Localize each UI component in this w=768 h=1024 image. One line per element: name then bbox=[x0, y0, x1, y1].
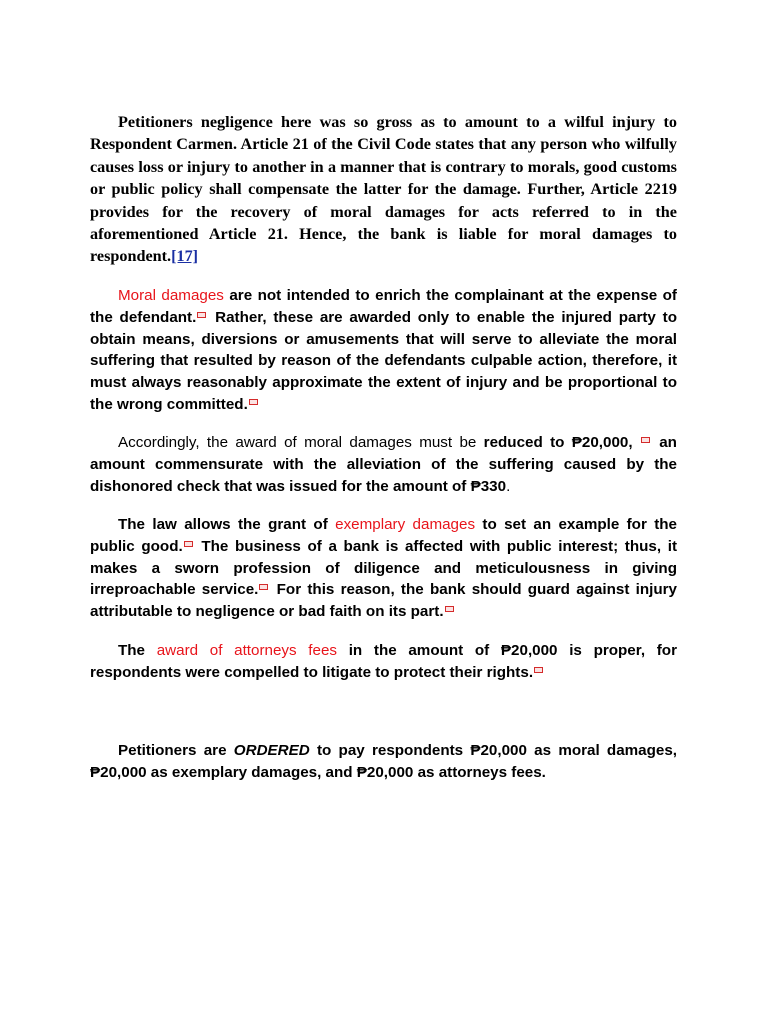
paragraph-text: Petitioners negligence here was so gross as to amount to a wilful injury to Respondent Carmen. Article 21 of the Civil Code states that any person who wilfully causes loss or injury to another in a manner that is contrary to morals, good customs or public policy shall compensate the latter for the damage. Further, Article 2219 provides for the recovery of moral damages for acts referred to in the aforementioned Article 21. Hence, the bank is liable for moral damages to respondent. bbox=[90, 113, 677, 266]
paragraph-text: . bbox=[506, 477, 511, 495]
paragraph-order bbox=[90, 740, 677, 784]
paragraph-text: The business of a bank is affected with public interest; thus, it makes a sworn profession of diligence and meticulousness in giving irreproachable service. bbox=[90, 537, 678, 599]
paragraph-text: Accordingly, the award of moral damages must be bbox=[118, 434, 484, 451]
paragraph-text: The bbox=[118, 642, 157, 659]
highlight-term: award of attorneys fees bbox=[156, 642, 337, 659]
footnote-marker-icon[interactable] bbox=[249, 399, 258, 405]
footnote-marker-icon[interactable] bbox=[534, 667, 543, 673]
footnote-link[interactable]: [17] bbox=[171, 247, 199, 266]
footnote-marker-icon[interactable] bbox=[641, 437, 650, 443]
paragraph-exemplary-damages bbox=[90, 514, 677, 623]
italic-term: ORDERED bbox=[233, 742, 310, 759]
bold-phrase: reduced to ₱20,000, bbox=[483, 434, 633, 451]
paragraph-reduced-award bbox=[90, 432, 677, 497]
paragraph-text: Rather, these are awarded only to enable the injured party to obtain means, diversions or amusements that will serve to alleviate the moral suffering that resulted by reason of the defendants culpable action, therefore, it must always reasonably approximate the extent of injury and be proportional to the wrong committed. bbox=[90, 308, 677, 413]
footnote-marker-icon[interactable] bbox=[445, 606, 454, 612]
paragraph-text: to set an example for the public good. bbox=[90, 516, 678, 555]
paragraph-text: to pay respondents ₱20,000 as moral damages, ₱20,000 as exemplary damages, and ₱20,000 as attorneys fees. bbox=[90, 742, 677, 781]
footnote-marker-icon[interactable] bbox=[197, 312, 206, 318]
paragraph-attorneys-fees bbox=[90, 640, 677, 684]
paragraph-moral-damages bbox=[90, 285, 677, 416]
paragraph-text: The law allows the grant of bbox=[118, 516, 336, 533]
paragraph-text: an amount commensurate with the alleviation of the suffering caused by the dishonored check that was issued for the amount of ₱330 bbox=[90, 434, 677, 495]
paragraph-text: are not intended to enrich the complainant at the expense of the defendant. bbox=[90, 287, 677, 326]
highlight-term: Moral damages bbox=[118, 287, 224, 304]
paragraph-text: Petitioners are bbox=[118, 742, 234, 759]
highlight-term: exemplary damages bbox=[335, 516, 476, 533]
paragraph-text: For this reason, the bank should guard against injury attributable to negligence or bad faith on its part. bbox=[90, 581, 677, 621]
footnote-marker-icon[interactable] bbox=[184, 541, 193, 547]
footnote-marker-icon[interactable] bbox=[259, 584, 268, 590]
paragraph-text: in the amount of ₱20,000 is proper, for respondents were compelled to litigate to protect their rights. bbox=[90, 642, 677, 681]
paragraph-negligence bbox=[90, 111, 677, 268]
